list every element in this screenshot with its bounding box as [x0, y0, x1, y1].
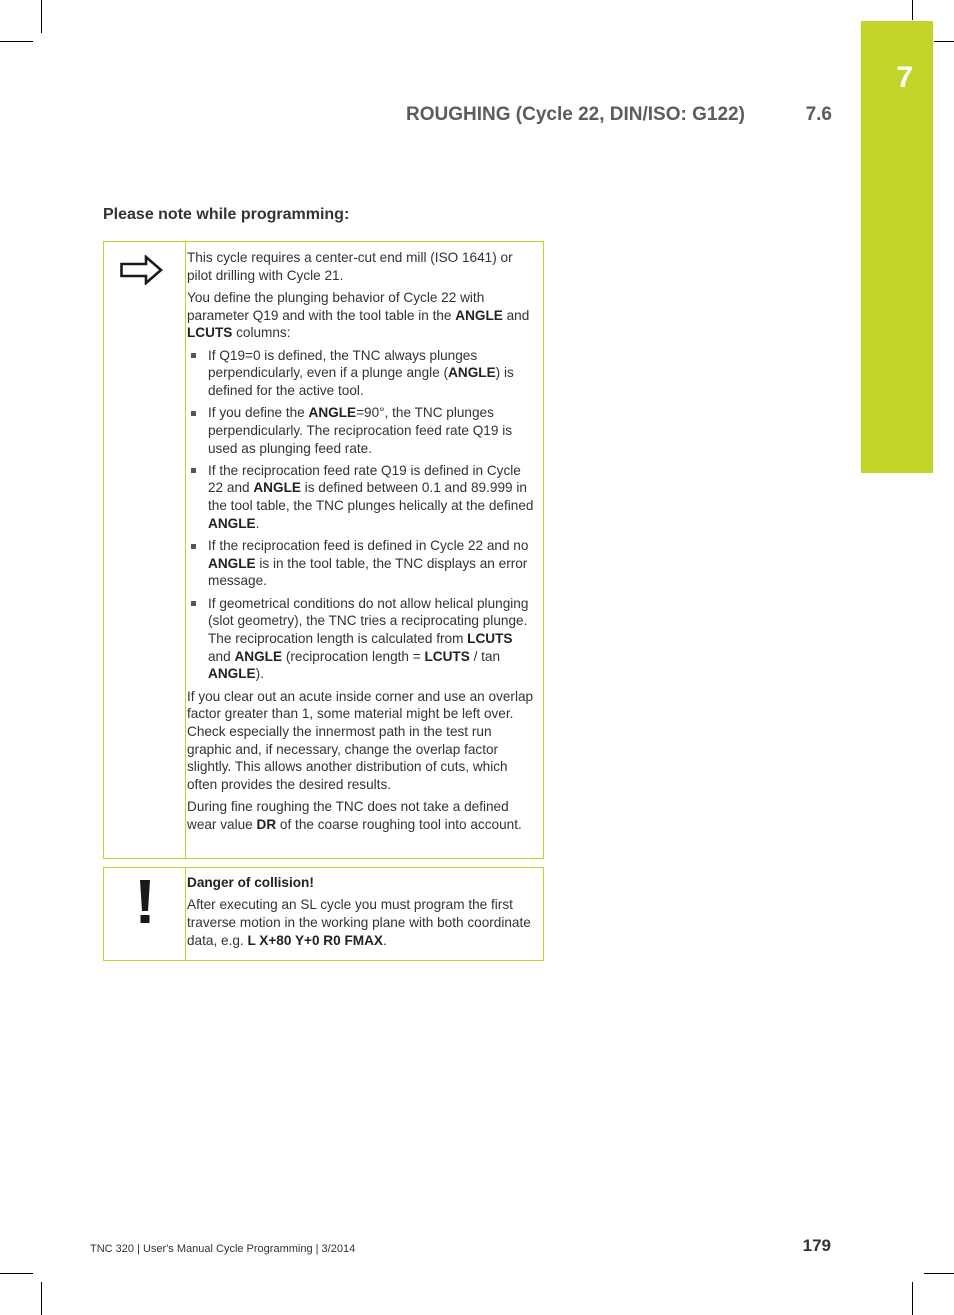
crop-mark: [912, 0, 913, 20]
exclamation-icon: [138, 879, 152, 930]
warning-box: [103, 867, 544, 961]
box-divider: [185, 242, 186, 858]
note-paragraph: You define the plunging behavior of Cycle 22 with parameter Q19 and with the tool table in the ANGLE and LCUTS columns:: [187, 289, 530, 341]
crop-mark: [924, 1273, 954, 1274]
bullet-icon: [191, 411, 196, 416]
bullet-list: [187, 347, 537, 684]
bullet-icon: [191, 601, 196, 606]
crop-mark: [912, 1282, 913, 1315]
note-paragraph: If you clear out an acute inside corner and use an overlap factor greater than 1, some material might be left over. Check especially the innermost path in the test run graphic and, if necessary, change the overlap factor slightly. This allows another distribution of cuts, which often provides the desired results.: [187, 688, 534, 793]
warning-text: After executing an SL cycle you must program the first traverse motion in the working plane with both coordinate data, e.g. L X+80 Y+0 R0 FMAX.: [187, 897, 531, 948]
list-item: If the reciprocation feed is defined in Cycle 22 and no ANGLE is in the tool table, the TNC displays an error message.: [187, 537, 537, 590]
footer-text: TNC 320 | User's Manual Cycle Programming | 3/2014: [90, 1243, 356, 1255]
crop-mark: [934, 41, 954, 42]
list-item: If geometrical conditions do not allow helical plunging (slot geometry), the TNC tries a reciprocating plunge. The reciprocation length is calculated from LCUTS and ANGLE (reciprocation length = LCUTS / tan ANGLE).: [187, 595, 537, 684]
warning-heading: Danger of collision!: [187, 875, 314, 890]
section-title: Please note while programming:: [103, 206, 350, 223]
note-content: [187, 249, 537, 838]
bullet-icon: [191, 353, 196, 358]
crop-mark: [41, 0, 42, 33]
note-box: [103, 241, 544, 859]
header-section: 7.6: [805, 104, 832, 125]
chapter-number: 7: [896, 61, 913, 94]
crop-mark: [0, 41, 33, 42]
header-title: ROUGHING (Cycle 22, DIN/ISO: G122): [406, 104, 745, 125]
list-item: If you define the ANGLE=90°, the TNC plunges perpendicularly. The reciprocation feed rate Q19 is used as plunging feed rate.: [187, 404, 537, 457]
running-header: [406, 104, 832, 126]
crop-mark: [0, 1273, 33, 1274]
crop-mark: [41, 1282, 42, 1315]
list-item: If the reciprocation feed rate Q19 is defined in Cycle 22 and ANGLE is defined between 0.1 and 89.999 in the tool table, the TNC plunges helically at the defined ANGLE.: [187, 462, 537, 533]
chapter-tab: [861, 21, 933, 473]
arrow-right-icon: [120, 255, 164, 290]
bullet-icon: [191, 468, 196, 473]
bullet-icon: [191, 544, 196, 549]
list-item: If Q19=0 is defined, the TNC always plunges perpendicularly, even if a plunge angle (ANGLE) is defined for the active tool.: [187, 347, 537, 400]
box-divider: [185, 868, 186, 960]
note-paragraph: This cycle requires a center-cut end mill (ISO 1641) or pilot drilling with Cycle 21.: [187, 250, 513, 283]
warning-content: [187, 874, 537, 954]
page-number: 179: [802, 1236, 831, 1255]
note-paragraph: During fine roughing the TNC does not take a defined wear value DR of the coarse roughing tool into account.: [187, 799, 522, 833]
